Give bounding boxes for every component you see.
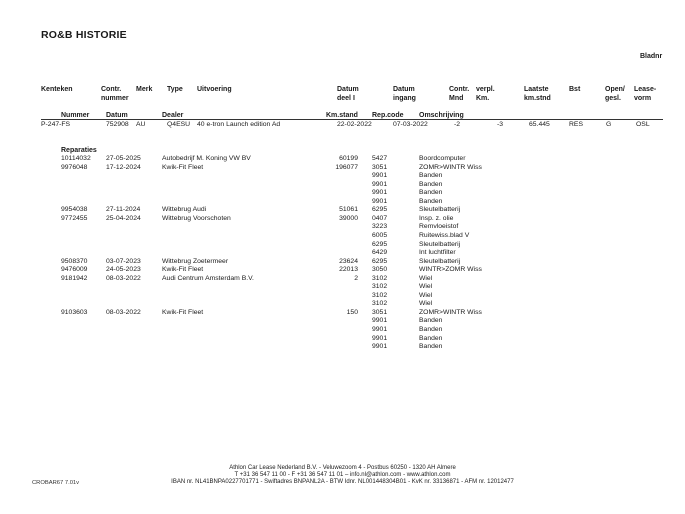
repair-omschrijving: Banden — [419, 326, 443, 333]
repair-omschrijving: Boordcomputer — [419, 155, 466, 162]
repair-omschrijving: Sleutelbatterij — [419, 240, 461, 248]
repair-datum: 25-04-2024 — [106, 214, 141, 222]
footer-contact: T +31 36 547 11 00 - F +31 36 547 11 01 – info.nl@athlon.com - www.athlon.com — [234, 472, 451, 478]
repair-code: 3223 — [372, 223, 388, 231]
repair-omschrijving: ZOMR>WINTR Wiss — [419, 308, 482, 316]
repair-km-stand: 2 — [354, 274, 358, 282]
repair-omschrijving: Banden — [419, 334, 443, 342]
repair-code: 0407 — [372, 214, 388, 222]
header-laatste-kmstnd: Laatste km.stnd — [524, 86, 551, 102]
repair-code: 9901 — [372, 197, 388, 205]
repair-datum: 17-12-2024 — [106, 163, 141, 171]
repair-code: 3102 — [372, 291, 388, 299]
repair-omschrijving: Wiel — [419, 291, 433, 299]
repair-code: 5427 — [372, 155, 388, 162]
footer-address: Athlon Car Lease Nederland B.V. - Veluwezoom 4 - Postbus 60250 - 1320 AH Almere — [229, 465, 456, 471]
repair-code: 9901 — [372, 180, 388, 188]
repair-km-stand: 60199 — [339, 155, 358, 162]
repair-omschrijving: Banden — [419, 180, 443, 188]
header-datum: Datum — [106, 112, 128, 119]
repair-nummer: 9181942 — [61, 274, 88, 282]
vehicle-datum-deel1: 22-02-2022 — [337, 121, 372, 128]
vehicle-bst: RES — [569, 121, 583, 128]
repair-omschrijving: Wiel — [419, 283, 433, 291]
header-lease-vorm: Lease- vorm — [634, 86, 657, 102]
vehicle-uitvoering: 40 e-tron Launch edition Ad — [197, 121, 281, 128]
repair-omschrijving: Banden — [419, 189, 443, 197]
repair-omschrijving: Remvloeistof — [419, 223, 459, 231]
repair-nummer: 9772455 — [61, 214, 88, 222]
repair-code: 6005 — [372, 231, 388, 239]
header-kenteken: Kenteken — [41, 86, 73, 93]
repair-omschrijving: Banden — [419, 343, 443, 351]
repair-dealer: Autobedrijf M. Koning VW BV — [162, 155, 251, 162]
repair-omschrijving: Wiel — [419, 274, 433, 282]
repair-code: 6295 — [372, 257, 388, 265]
repair-dealer: Audi Centrum Amsterdam B.V. — [162, 274, 254, 282]
repair-code: 9901 — [372, 326, 388, 333]
repair-code: 9901 — [372, 189, 388, 197]
repair-omschrijving: Sleutelbatterij — [419, 257, 461, 265]
header-datum-ingang: Datum ingang — [393, 86, 416, 102]
repair-code: 6295 — [372, 206, 388, 214]
repair-omschrijving: Sleutelbatterij — [419, 206, 461, 214]
repair-nummer: 9103603 — [61, 308, 88, 316]
repair-datum: 27-05-2025 — [106, 155, 141, 162]
header-omschrijving: Omschrijving — [419, 112, 464, 119]
reparaties-label: Reparaties — [61, 147, 97, 154]
header-type: Type — [167, 86, 183, 93]
repair-dealer: Wittebrug Voorschoten — [162, 214, 231, 222]
repair-km-stand: 22013 — [339, 266, 358, 274]
repair-code: 3102 — [372, 283, 388, 291]
repair-code: 6429 — [372, 249, 388, 257]
repair-omschrijving: Insp. z. olie — [419, 214, 454, 222]
repair-code: 3102 — [372, 274, 388, 282]
repair-code: 9901 — [372, 343, 388, 351]
repair-datum: 08-03-2022 — [106, 308, 141, 316]
repair-code: 3102 — [372, 300, 388, 308]
repair-km-stand: 150 — [346, 308, 358, 316]
repair-datum: 27-11-2024 — [106, 206, 141, 214]
header-datum-deel1: Datum deel I — [337, 86, 359, 102]
repair-nummer: 9476009 — [61, 266, 88, 274]
bladnr-label: Bladnr — [640, 53, 663, 60]
repair-dealer: Kwik-Fit Fleet — [162, 308, 204, 316]
vehicle-laatste-kmstnd: 65.445 — [529, 121, 550, 128]
vehicle-open-gesl: G — [606, 121, 612, 128]
vehicle-lease-vorm: OSL — [636, 121, 650, 128]
repair-datum: 08-03-2022 — [106, 274, 141, 282]
repair-km-stand: 23624 — [339, 257, 358, 265]
repair-nummer: 10114032 — [61, 155, 91, 162]
repair-dealer: Wittebrug Audi — [162, 206, 207, 214]
repair-dealer: Wittebrug Zoetermeer — [162, 257, 229, 265]
repair-omschrijving: ZOMR>WINTR Wiss — [419, 163, 482, 171]
repair-km-stand: 196077 — [335, 163, 358, 171]
header-rep-code: Rep.code — [372, 112, 404, 119]
header-bst: Bst — [569, 86, 581, 93]
repair-nummer: 9976048 — [61, 163, 88, 171]
repair-omschrijving: Wiel — [419, 300, 433, 308]
header-open-gesl: Open/ gesl. — [605, 86, 625, 102]
repair-code: 3050 — [372, 266, 388, 274]
vehicle-contract: 752908 — [106, 121, 129, 128]
repair-dealer: Kwik-Fit Fleet — [162, 163, 204, 171]
header-nummer: Nummer — [61, 112, 90, 119]
repair-omschrijving: WINTR>ZOMR Wiss — [419, 266, 482, 274]
repair-code: 3051 — [372, 308, 388, 316]
header-divider — [41, 119, 663, 120]
repair-omschrijving: Int luchtfilter — [419, 249, 456, 257]
repair-code: 9901 — [372, 172, 388, 180]
vehicle-contr-mnd: -2 — [454, 121, 461, 128]
header-km-stand: Km.stand — [326, 112, 358, 119]
header-contr-mnd: Contr. Mnd — [449, 86, 470, 102]
repair-nummer: 9954038 — [61, 206, 88, 214]
header-merk: Merk — [136, 86, 153, 93]
header-dealer: Dealer — [162, 112, 184, 119]
header-uitvoering: Uitvoering — [197, 86, 232, 93]
repair-omschrijving: Ruitewiss.blad V — [419, 231, 470, 239]
vehicle-datum-ingang: 07-03-2022 — [393, 121, 428, 128]
vehicle-kenteken: P-247-FS — [41, 121, 71, 128]
footer-bank: IBAN nr. NL41BNPA0227701771 - Swiftadres BNPANL2A - BTW Idnr. NL001448304B01 - KvK nr. 33136871 - AFM nr. 12012477 — [171, 479, 514, 485]
repair-km-stand: 39000 — [339, 214, 358, 222]
repair-omschrijving: Banden — [419, 172, 443, 180]
repair-datum: 24-05-2023 — [106, 266, 141, 274]
page-title: RO&B HISTORIE — [41, 29, 127, 41]
form-code: CROBAR67 7.01v — [32, 480, 80, 486]
repair-omschrijving: Banden — [419, 317, 443, 325]
repair-code: 6295 — [372, 240, 388, 248]
repair-code: 9901 — [372, 334, 388, 342]
repair-code: 9901 — [372, 317, 388, 325]
repair-datum: 03-07-2023 — [106, 257, 141, 265]
repair-dealer: Kwik-Fit Fleet — [162, 266, 204, 274]
header-verpl-km: verpl. Km. — [476, 86, 495, 102]
vehicle-merk: AU — [136, 121, 146, 128]
header-contr-nummer: Contr. nummer — [101, 86, 129, 102]
repair-omschrijving: Banden — [419, 197, 443, 205]
repair-km-stand: 51061 — [339, 206, 358, 214]
repair-code: 3051 — [372, 163, 388, 171]
vehicle-verpl-km: -3 — [497, 121, 504, 128]
repair-nummer: 9508370 — [61, 257, 88, 265]
vehicle-type: Q4ESU — [167, 121, 191, 128]
